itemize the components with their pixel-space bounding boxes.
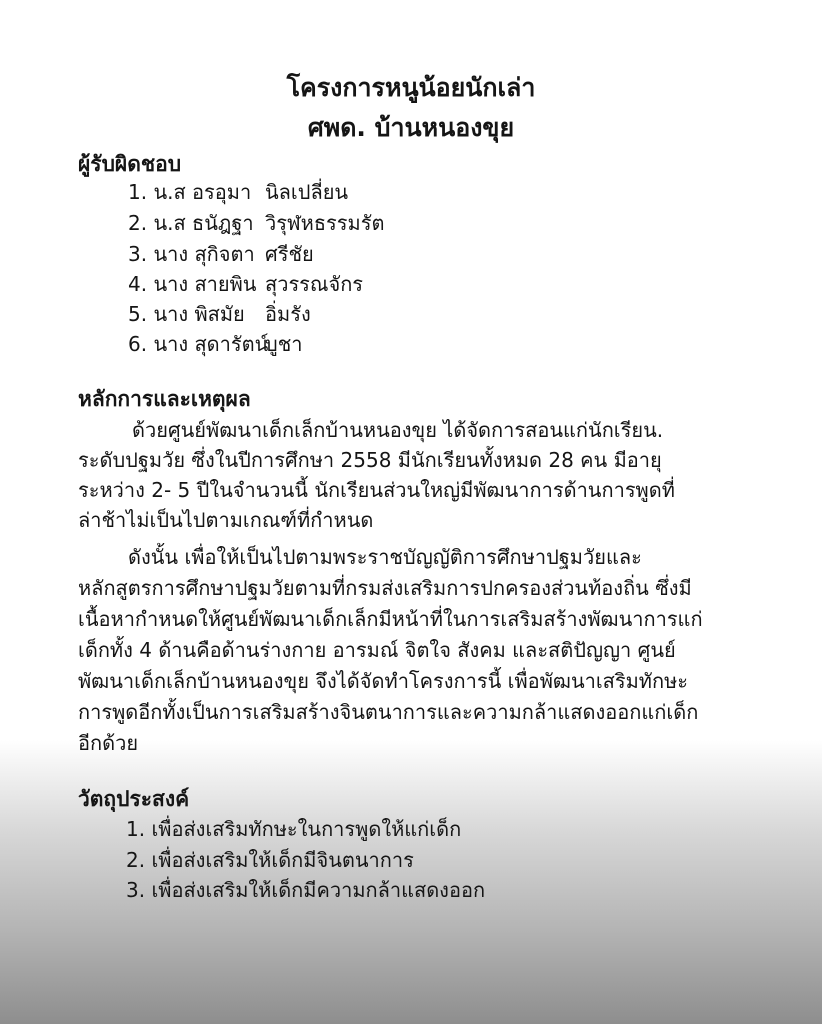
objectives-heading: วัตถุประสงค์ (78, 787, 190, 811)
person-name: 3. นาง สุกิจตา (128, 242, 255, 266)
objective-item: 3. เพื่อส่งเสริมให้เด็กมีความกล้าแสดงออก (126, 878, 486, 902)
person-surname: นิลเปลี่ยน (265, 180, 349, 204)
person-surname: วิรุฬหธรรมรัต (265, 211, 385, 235)
paragraph-line: การพูดอีกทั้งเป็นการเสริมสร้างจินตนาการและความกล้าแสดงออกแก่เด็ก (78, 700, 699, 724)
paragraph-line: เนื้อหากำหนดให้ศูนย์พัฒนาเด็กเล็กมีหน้าที่ในการเสริมสร้างพัฒนาการแก่ (78, 607, 703, 631)
paragraph-line: ล่าช้าไม่เป็นไปตามเกณฑ์ที่กำหนด (78, 508, 374, 532)
paragraph-line: เด็กทั้ง 4 ด้านคือด้านร่างกาย อารมณ์ จิตใจ สังคม และสติปัญญา ศูนย์ (78, 638, 676, 662)
objective-item: 1. เพื่อส่งเสริมทักษะในการพูดให้แก่เด็ก (126, 817, 462, 841)
objective-item: 2. เพื่อส่งเสริมให้เด็กมีจินตนาการ (126, 848, 414, 872)
paragraph-line: ระหว่าง 2- 5 ปีในจำนวนนี้ นักเรียนส่วนใหญ่มีพัฒนาการด้านการพูดที่ (78, 478, 675, 502)
person-name: 4. นาง สายพิน (128, 272, 257, 296)
person-name: 1. น.ส อรอุมา (128, 180, 252, 204)
person-surname: อิ่มรัง (265, 302, 311, 326)
paragraph-line: อีกด้วย (78, 731, 139, 755)
paragraph-line: ด้วยศูนย์พัฒนาเด็กเล็กบ้านหนองขุย ได้จัดการสอนแก่นักเรียน. (132, 418, 664, 442)
person-surname: สุวรรณจักร (265, 272, 364, 296)
person-name: 5. นาง พิสมัย (128, 302, 245, 326)
rationale-heading: หลักการและเหตุผล (78, 387, 251, 411)
paragraph-line: พัฒนาเด็กเล็กบ้านหนองขุย จึงได้จัดทำโครงการนี้ เพื่อพัฒนาเสริมทักษะ (78, 669, 689, 693)
document-subtitle: ศพด. บ้านหนองขุย (307, 113, 515, 142)
person-name: 2. น.ส ธนัฎฐา (128, 211, 254, 235)
responsible-heading: ผู้รับผิดชอบ (78, 152, 182, 176)
paragraph-line: ระดับปฐมวัย ซึ่งในปีการศึกษา 2558 มีนักเรียนทั้งหมด 28 คน มีอายุ (78, 448, 662, 472)
paragraph-line: หลักสูตรการศึกษาปฐมวัยตามที่กรมส่งเสริมการปกครองส่วนท้องถิ่น ซึ่งมี (78, 576, 692, 600)
document-title: โครงการหนูน้อยนักเล่า (286, 73, 536, 102)
person-surname: บูชา (265, 332, 303, 356)
paragraph-line: ดังนั้น เพื่อให้เป็นไปตามพระราชบัญญัติการศึกษาปฐมวัยและ (128, 545, 642, 569)
person-surname: ศรีชัย (265, 242, 314, 266)
person-name: 6. นาง สุดารัตน์ (128, 332, 269, 356)
